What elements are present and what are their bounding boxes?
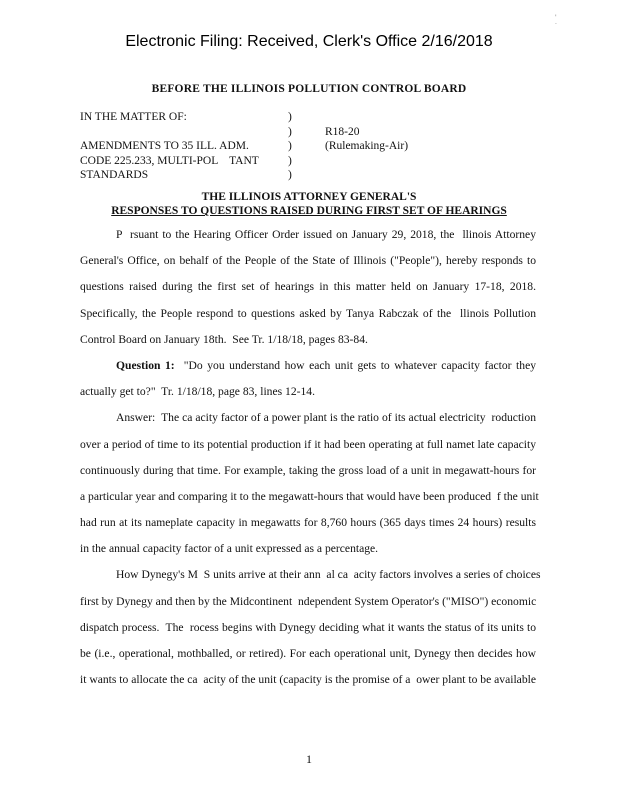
docket-type: (Rulemaking-Air) bbox=[325, 140, 409, 153]
caption-line bbox=[80, 125, 290, 140]
text-line: actually get to?" Tr. 1/18/18, page 83, lines 12-14. bbox=[80, 385, 315, 399]
intro-paragraph bbox=[80, 228, 536, 359]
text-line: dispatch process. The rocess begins with Dynegy deciding what it wants the status of its units to bbox=[80, 620, 536, 634]
caption-line: AMENDMENTS TO 35 ILL. ADM. bbox=[80, 140, 249, 153]
response-title-line2: RESPONSES TO QUESTIONS RAISED DURING FIRST SET OF HEARINGS bbox=[111, 205, 507, 217]
text-line: General's Office, on behalf of the People of the State of Illinois ("People"), hereby responds to bbox=[80, 254, 536, 268]
paren: ) bbox=[288, 169, 292, 182]
text-line: be (i.e., operational, mothballed, or retired). For each operational unit, Dynegy then decides how bbox=[80, 647, 536, 660]
caption-line: STANDARDS bbox=[80, 169, 149, 182]
question-line bbox=[80, 359, 536, 385]
answer-label: Answer: bbox=[116, 411, 156, 425]
question-label: Question 1: bbox=[116, 358, 175, 372]
paren: ) bbox=[288, 154, 292, 167]
document-body bbox=[80, 228, 541, 699]
paren: ) bbox=[288, 111, 292, 123]
question-text: "Do you understand how each unit gets to whatever capacity factor they bbox=[183, 358, 537, 372]
answer-text: The ca acity factor of a power plant is the ratio of its actual electricity roduction bbox=[161, 411, 536, 425]
text-line: it wants to allocate the ca acity of the unit (capacity is the promise of a ower plant to be available bbox=[80, 673, 536, 687]
answer-1 bbox=[80, 411, 539, 568]
paren: ) bbox=[288, 140, 292, 153]
caption-parentheses bbox=[288, 110, 300, 183]
answer-line bbox=[80, 411, 536, 437]
filing-header: Electronic Filing: Received, Clerk's Office 2/16/2018 bbox=[125, 33, 493, 50]
response-title-line1: THE ILLINOIS ATTORNEY GENERAL'S bbox=[201, 191, 417, 203]
text-line: P rsuant to the Hearing Officer Order issued on January 29, 2018, the llinois Attorney bbox=[116, 228, 536, 241]
text-line: continuously during that time. For example, taking the gross load of a unit in megawatt-hours for bbox=[80, 463, 536, 477]
caption-matter bbox=[80, 110, 290, 183]
page-number: 1 bbox=[306, 752, 312, 766]
question-1 bbox=[80, 359, 536, 411]
text-line: How Dynegy's M S units arrive at their ann al ca acity factors involves a series of choices bbox=[116, 568, 541, 582]
dispatch-paragraph bbox=[80, 568, 541, 699]
text-line: a particular year and comparing it to the megawatt-hours that would have been produced f the unit bbox=[80, 489, 539, 503]
text-line: had run at its nameplate capacity in megawatts for 8,760 hours (365 days times 24 hours) results bbox=[80, 516, 536, 530]
caption-docket bbox=[325, 125, 525, 154]
text-line: questions raised during the first set of hearings in this matter held on January 17-18, 2018. bbox=[80, 280, 536, 294]
text-line: in the annual capacity factor of a unit expressed as a percentage. bbox=[80, 542, 379, 556]
text-line: Control Board on January 18th. See Tr. 1/18/18, pages 83-84. bbox=[80, 332, 368, 346]
caption-line: IN THE MATTER OF: bbox=[80, 111, 187, 123]
scan-specks: ' · bbox=[555, 14, 587, 28]
docket-number: R18-20 bbox=[325, 125, 360, 138]
text-line: over a period of time to its potential production if it had been operating at full namet late capacity bbox=[80, 437, 536, 451]
paren: ) bbox=[288, 125, 292, 138]
text-line: Specifically, the People respond to questions asked by Tanya Rabczak of the llinois Pollution bbox=[80, 306, 536, 320]
text-line: first by Dynegy and then by the Midcontinent ndependent System Operator's ("MISO") economic bbox=[80, 594, 537, 608]
response-title bbox=[0, 190, 618, 218]
caption-line: CODE 225.233, MULTI-POL TANT bbox=[80, 154, 259, 167]
board-title: BEFORE THE ILLINOIS POLLUTION CONTROL BOARD bbox=[151, 83, 467, 95]
